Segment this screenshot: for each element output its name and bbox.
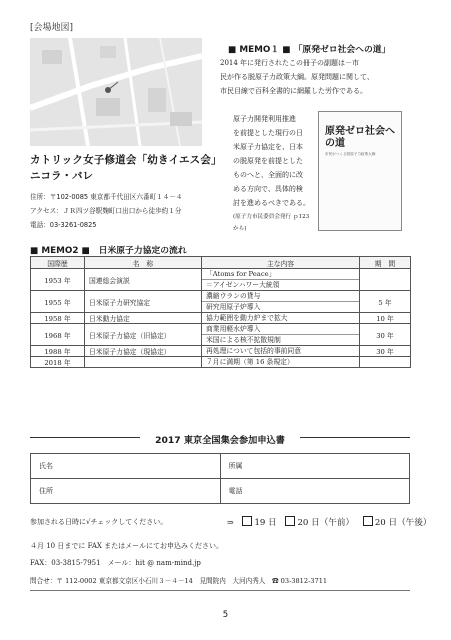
content-line: 米国による核不拡散規制 [202,334,359,345]
name-label: 氏名 [39,462,53,470]
content-line: 研究用原子炉導入 [202,301,359,312]
memo1-line: ものへと、全面的に改 [233,171,303,179]
row-year: 2018 年 [31,357,85,368]
check-prompt: 参加される日時に√チェックしてください。 [30,518,168,526]
address-label: 住所 [39,487,53,495]
row-content [202,291,360,313]
phone-label: 電話 [228,487,243,495]
row-period: 10 年 [360,313,411,324]
row-name: 国連総会演説 [85,269,202,291]
memo1-title: ■ MEMO１ ■ 「原発ゼロ社会への道」 [228,45,391,55]
row-name: 日米原子力研究協定 [85,291,202,313]
header-year: 国際歴 [31,257,85,269]
table-row [31,324,411,346]
header-content: 主な内容 [202,257,360,269]
row-content [202,346,360,357]
row-period: 30 年 [360,346,411,357]
book-subtitle: 市民がつくる脱原子力政策大綱 [325,152,376,156]
option-20-pm[interactable] [363,518,432,528]
memo1-line: 市民目線で百科全書的に網羅した労作である。 [220,87,367,95]
venue-address: 住所：〒102-0085 東京都千代田区六番町１４－４ [30,193,183,201]
footer-divider [30,590,410,591]
content-line: 「Atoms for Peace」 [206,270,276,278]
page-number: 5 [222,610,229,620]
option-label: 19 日 [254,518,277,528]
memo1-line: 討を進めるべきである。 [233,199,310,207]
deadline-note: ４月 10 日までに FAX またはメールにてお申込みください。 [30,542,223,550]
form-title-text: 2017 東京全国集会参加申込書 [155,435,285,446]
form-row [31,454,410,479]
checkbox-icon[interactable] [285,516,295,526]
content-line: 再処理について包括的事前同意 [206,347,302,355]
option-20-am[interactable] [285,518,354,528]
content-line: 濃縮ウランの貸与 [206,292,261,300]
memo1-line: 米原子力協定を、日本 [233,143,303,151]
memo1-line: 原子力開発利用推進 [233,115,296,123]
venue-access: アクセス：ＪＲ四ツ谷駅麹町口出口から徒歩約１分 [30,207,182,215]
table-row [31,346,411,357]
row-year: 1953 年 [31,269,85,291]
form-title [30,432,410,446]
row-content [202,269,360,291]
row-year: 1958 年 [31,313,85,324]
phone-field[interactable] [220,479,410,504]
option-label: 20 日（午後） [374,518,432,528]
memo1-line: の脱原発を前提とした [233,157,303,165]
name-field[interactable] [31,454,221,479]
affiliation-field[interactable] [220,454,410,479]
form-row [31,479,410,504]
application-form [30,453,410,504]
venue-map-label: [会場地図] [30,23,74,33]
arrow-icon: ⇒ [227,518,234,527]
history-table [30,256,411,368]
row-name [85,357,202,368]
table-row [31,291,411,313]
content-line: 商業用軽水炉導入 [206,325,261,333]
memo1-line: を前提とした現行の日 [233,129,303,137]
map-illustration [30,38,202,146]
header-name: 名 称 [85,257,202,269]
memo1-line: 2014 年に発行されたこの冊子の副題は－市 [220,59,360,67]
address-field[interactable] [31,479,221,504]
venue-phone: 電話：03-3261-0825 [30,221,97,229]
memo1-line: める方向で、具体的検 [233,185,303,193]
table-row [31,357,411,368]
row-name: 日米動力協定 [85,313,202,324]
checkbox-icon[interactable] [363,516,373,526]
affiliation-label: 所属 [228,462,243,470]
row-year: 1988 年 [31,346,85,357]
venue-map [30,38,202,146]
venue-name: カトリック女子修道会「幼きイエス会」 [30,154,222,166]
date-options [227,516,431,528]
row-period [360,269,411,291]
content-line: ７月に満期（第 16 条規定） [206,358,294,366]
table-header-row [31,257,411,269]
row-period: 30 年 [360,324,411,346]
row-content [202,324,360,346]
content-line: ＝アイゼンハワー大統領 [202,279,359,290]
fax-email: FAX：03-3815-7951 メール：hit @ nam-mind.jp [30,559,201,567]
memo2-title: ■ MEMO2 ■ 日米原子力協定の流れ [30,246,187,256]
row-name: 日米原子力協定（現協定） [85,346,202,357]
memo1-source: (原子力市民委員会発行 ｐ123 [233,214,310,220]
memo1-source: から) [233,226,247,232]
header-period: 期 間 [360,257,411,269]
contact-info: 問合せ：〒 112-0002 東京都文京区小石川３－４－14 見間院内 大河内秀人 ☎ 03-3812-3711 [30,577,328,585]
row-content [202,357,360,368]
row-content [202,313,360,324]
option-label: 20 日（午前） [297,518,355,528]
book-cover [318,111,402,231]
row-name: 日米原子力協定（旧協定） [85,324,202,346]
memo1-line: 民が作る脱原子力政策大綱。原発問題に関して、 [220,73,374,81]
row-period: 5 年 [360,291,411,313]
checkbox-icon[interactable] [242,516,252,526]
row-year: 1955 年 [31,291,85,313]
row-year: 1968 年 [31,324,85,346]
book-title: 原発ゼロ社会への道 [325,126,395,149]
content-line: 協力範囲を動力炉まで拡大 [206,314,288,322]
table-row [31,269,411,291]
venue-subname: ニコラ・バレ [30,170,93,182]
row-period [360,357,411,368]
option-19[interactable] [242,518,276,528]
table-row [31,313,411,324]
